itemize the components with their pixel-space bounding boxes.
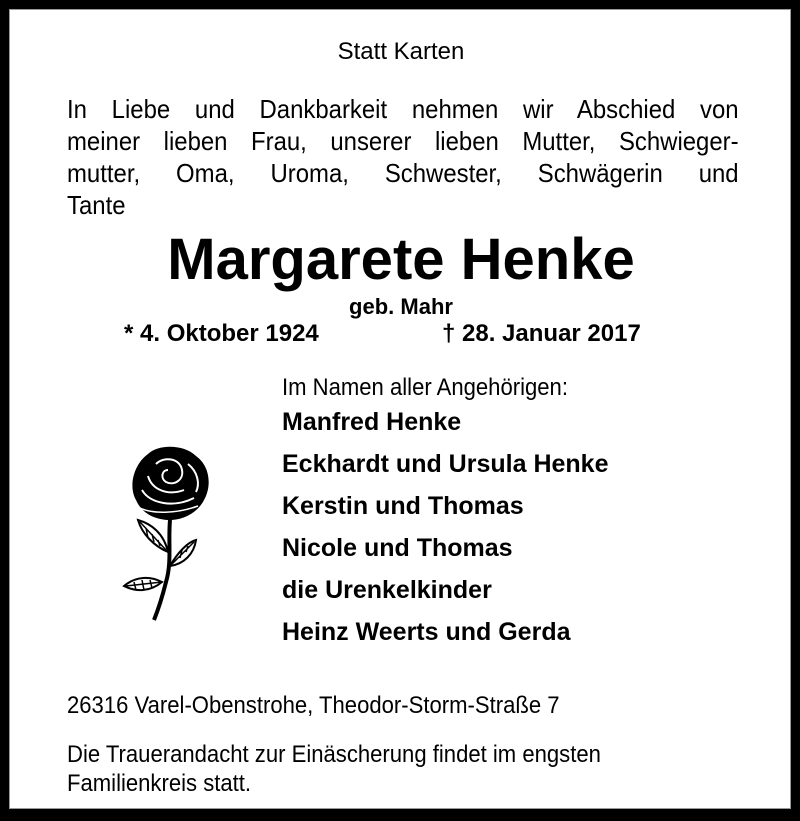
death-date: † 28. Januar 2017 — [442, 320, 641, 347]
closing-note — [67, 740, 601, 798]
header-text: Statt Karten — [337, 38, 465, 65]
closing-line: Die Trauerandacht zur Einäscherung findet im engsten — [67, 741, 601, 768]
maiden-name: geb. Mahr — [349, 294, 453, 319]
intro-line: In Liebe und Dankbarkeit nehmen wir Abschied von — [67, 94, 739, 124]
intro-line: Tante — [67, 190, 126, 220]
relative-name: Heinz Weerts und Gerda — [282, 618, 571, 646]
closing-line: Familienkreis statt. — [67, 770, 252, 797]
on-behalf-text: Im Namen aller Angehörigen: — [282, 374, 568, 401]
obituary-card — [9, 9, 791, 809]
intro-line: mutter, Oma, Uroma, Schwester, Schwägerin und — [67, 158, 739, 188]
relative-name: die Urenkelkinder — [282, 576, 492, 604]
relative-name: Kerstin und Thomas — [282, 492, 524, 520]
relative-name: Eckhardt und Ursula Henke — [282, 450, 609, 478]
rose-icon — [118, 442, 214, 622]
birth-date: * 4. Oktober 1924 — [124, 320, 319, 347]
intro-line: meiner lieben Frau, unserer lieben Mutter, Schwieger- — [67, 126, 739, 156]
address: 26316 Varel-Obenstrohe, Theodor-Storm-Straße 7 — [67, 692, 560, 719]
relative-name: Nicole und Thomas — [282, 534, 513, 562]
relative-name: Manfred Henke — [282, 408, 462, 436]
deceased-name: Margarete Henke — [167, 227, 635, 292]
intro-paragraph — [67, 93, 739, 221]
